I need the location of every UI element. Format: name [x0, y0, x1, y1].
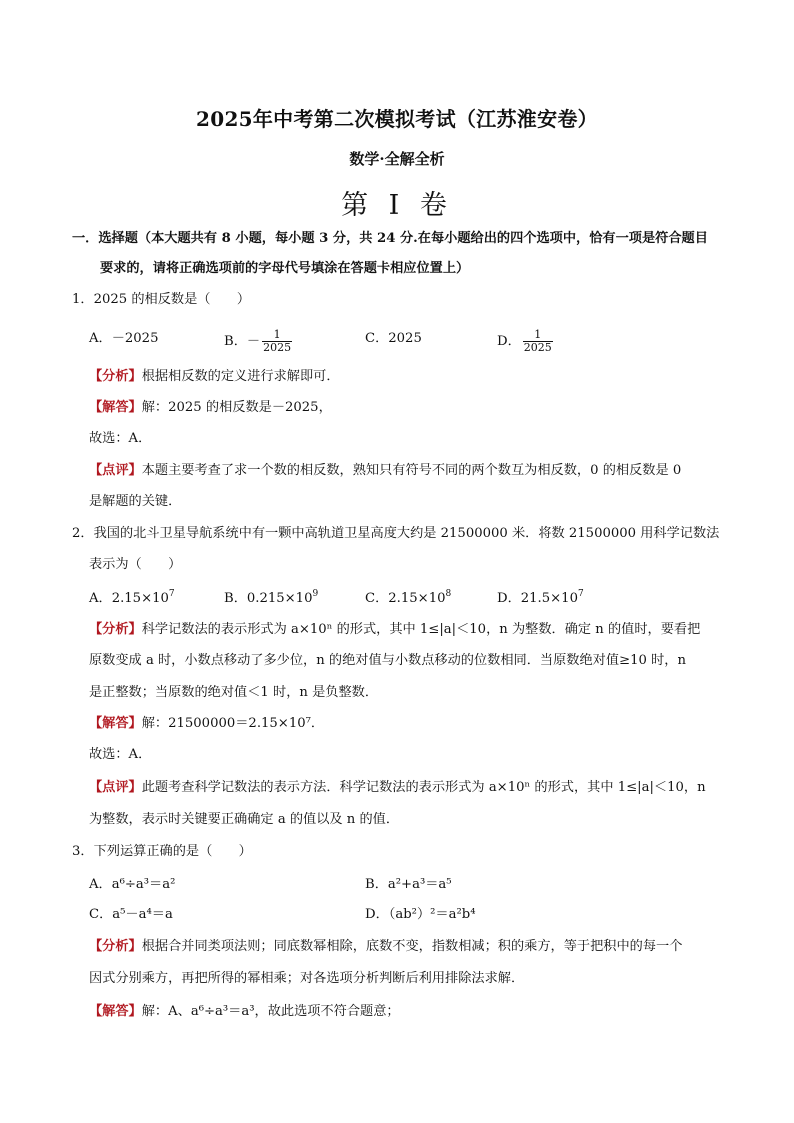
q1-option-c: C．2025: [365, 331, 422, 346]
comment-tag: 【点评】: [89, 780, 142, 795]
q2-option-d-exponent: 7: [577, 589, 584, 599]
q3-analysis-cont: 因式分别乘方，再把所得的幂相乘；对各选项分析判断后利用排除法求解．: [89, 971, 525, 986]
q1-option-b: [224, 329, 294, 354]
answer-tag: 【解答】: [89, 716, 142, 731]
answer-tag: 【解答】: [89, 400, 142, 415]
q2-option-c-exponent: 8: [445, 589, 452, 599]
fraction-denominator: 2025: [523, 341, 552, 354]
q2-analysis-cont2: 是正整数；当原数的绝对值＜1 时，n 是负整数．: [89, 685, 379, 700]
q2-answer-text: 解：21500000＝2.15×10⁷．: [141, 716, 325, 731]
q1-answer: [89, 398, 332, 418]
fraction-numerator: 1: [523, 329, 553, 342]
q1-answer-text: 解：2025 的相反数是－2025，: [141, 400, 332, 415]
volume-heading: 第 I 卷: [341, 190, 453, 221]
q2-choice: 故选：A．: [89, 747, 152, 762]
q2-option-c-base: C．2.15×10: [365, 591, 446, 606]
q1-comment: [89, 461, 681, 481]
document-title: 2025年中考第二次模拟考试（江苏淮安卷）: [196, 107, 598, 131]
q1-choice: 故选：A．: [89, 431, 152, 446]
q2-comment: [89, 778, 706, 798]
q3-option-a: A．a⁶÷a³＝a²: [89, 877, 176, 892]
q2-option-b-base: B．0.215×10: [224, 591, 313, 606]
q1-option-b-prefix: B．－: [224, 334, 261, 349]
q2-analysis-text: 科学记数法的表示形式为 a×10ⁿ 的形式，其中 1≤|a|＜10，n 为整数．确定 n 的值时，要看把: [141, 622, 701, 637]
q2-answer: [89, 714, 324, 734]
comment-tag: 【点评】: [89, 463, 142, 478]
q1-analysis: [89, 367, 340, 387]
q1-option-d-fraction: [523, 329, 553, 354]
fraction-denominator: 2025: [263, 341, 292, 354]
q1-comment-text: 本题主要考查了求一个数的相反数，熟知只有符号不同的两个数互为相反数，0 的相反数是 0: [141, 463, 682, 478]
q2-analysis: [89, 620, 700, 640]
analysis-tag: 【分析】: [89, 622, 142, 637]
q1-option-d-prefix: D．: [497, 334, 521, 349]
q2-option-d: [497, 589, 584, 609]
q3-answer: [89, 1002, 400, 1022]
q2-option-a: [89, 589, 175, 609]
q2-option-b-exponent: 9: [312, 589, 319, 599]
analysis-tag: 【分析】: [89, 939, 142, 954]
q2-option-b: [224, 589, 318, 609]
q2-option-d-base: D．21.5×10: [497, 591, 578, 606]
fraction-numerator: 1: [262, 329, 292, 342]
analysis-tag: 【分析】: [89, 369, 142, 384]
q3-answer-text: 解：A、a⁶÷a³＝a³，故此选项不符合题意；: [141, 1004, 400, 1019]
q2-stem-cont: 表示为（ ）: [89, 557, 182, 572]
q3-option-c: C．a⁵－a⁴＝a: [89, 907, 173, 922]
q2-comment-text: 此题考查科学记数法的表示方法．科学记数法的表示形式为 a×10ⁿ 的形式，其中 1≤|a|＜10，n: [141, 780, 706, 795]
q2-analysis-cont1: 原数变成 a 时，小数点移动了多少位，n 的绝对值与小数点移动的位数相同．当原数绝对值≥10 时，n: [89, 653, 686, 668]
q1-analysis-text: 根据相反数的定义进行求解即可．: [141, 369, 340, 384]
q3-analysis: [89, 937, 682, 957]
answer-tag: 【解答】: [89, 1004, 142, 1019]
q3-option-d: D．（ab²）²＝a²b⁴: [365, 907, 476, 922]
q2-option-a-exponent: 7: [168, 589, 175, 599]
q1-option-b-fraction: [262, 329, 292, 354]
q2-option-a-base: A．2.15×10: [89, 591, 169, 606]
q3-analysis-text: 根据合并同类项法则；同底数幂相除，底数不变，指数相减；积的乘方，等于把积中的每一个: [141, 939, 683, 954]
q2-option-c: [365, 589, 451, 609]
q1-option-a: A．－2025: [89, 331, 159, 346]
q3-stem: 3．下列运算正确的是（ ）: [72, 844, 252, 859]
section-heading-cont: 要求的，请将正确选项前的字母代号填涂在答题卡相应位置上）: [100, 261, 470, 276]
q2-comment-cont: 为整数，表示时关键要正确确定 a 的值以及 n 的值．: [89, 812, 400, 827]
q3-option-b: B．a²+a³＝a⁵: [365, 877, 452, 892]
q1-option-d: [497, 329, 555, 354]
document-subtitle: 数学·全解全析: [349, 150, 445, 168]
q2-stem: 2．我国的北斗卫星导航系统中有一颗中高轨道卫星高度大约是 21500000 米．将数 21500000 用科学记数法: [72, 526, 720, 541]
section-heading: 一．选择题（本大题共有 8 小题，每小题 3 分，共 24 分.在每小题给出的四个选项中，恰有一项是符合题目: [72, 231, 708, 246]
q1-comment-cont: 是解题的关键．: [89, 494, 182, 509]
q1-stem: 1．2025 的相反数是（ ）: [72, 292, 251, 307]
